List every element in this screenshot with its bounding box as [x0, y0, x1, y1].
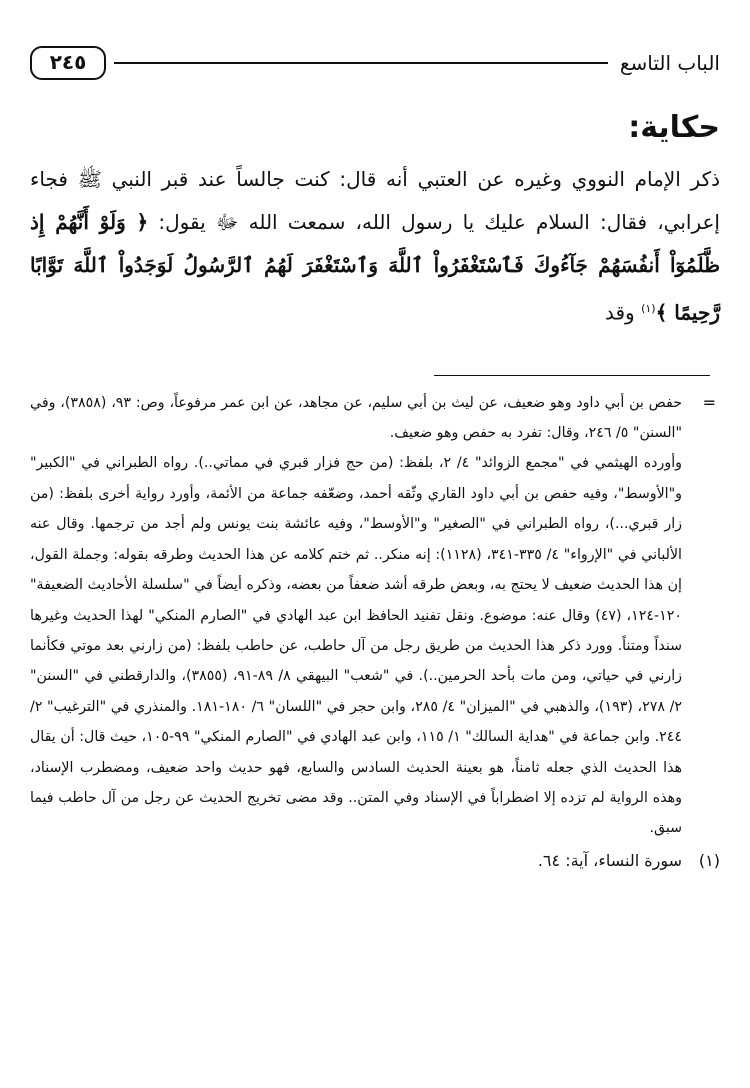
- footnote-paragraph: حفص بن أبي داود وهو ضعيف، عن ليث بن أبي سليم، عن مجاهد، عن ابن عمر مرفوعاً، وص: ٩٣، (٣٨٥٨)، وفي "السنن" ٥/ ٢٤٦، وقال: تفرد به حفص وهو ضعيف.: [30, 394, 682, 442]
- footnote-1: [30, 846, 720, 876]
- body-trailing: وقد: [605, 300, 642, 325]
- footnote-paragraph: وأورده الهيثمي في "مجمع الزوائد" ٤/ ٢، بلفظ: (من حج فزار قبري في مماتي..). رواه الطبراني في "الكبير" و"الأوسط"، وفيه حفص بن أبي داود القاري وثّقه أحمد، وضعّفه جماعة من الأئمة، وأورد رواية أخرى بلفظ: (من زار قبري...)، رواه الطبراني في "الصغير" و"الأوسط"، وفيه عائشة بنت يونس ولم أجد من ترجمها. وقال عنه الألباني في "الإرواء" ٤/ ٣٣٥-٣٤١، (١١٢٨): إنه منكر.. ثم ختم كلامه عن هذا الحديث وطرقه بقوله: وجملة القول، إن هذا الحديث ضعيف لا يحتج به، وبعض طرقه أشد ضعفاً من بعضه، وذكره أيضاً في "سلسلة الأحاديث الضعيفة" ١٢٠-١٢٤، (٤٧) وقال عنه: موضوع. ونقل تفنيد الحافظ ابن عبد الهادي في "الصارم المنكي" لهذا الحديث وغيرها سنداً ومتناً. وورد ذكر هذا الحديث من طريق رجل من آل حاطب، عن حاطب بلفظ: (من زارني بعد موتي فكأنما زارني في حياتي، ومن مات بأحد الحرمين..). في "شعب" البيهقي ٨/ ٨٩-٩١، (٣٨٥٥)، والدارقطني في "السنن" ٢/ ٢٧٨، (١٩٣)، والذهبي في "الميزان" ٤/ ٢٨٥، وابن حجر في "اللسان" ٦/ ١٨٠-١٨١. والمنذري في "الترغيب" ٢/ ٢٤٤. وابن جماعة في "هداية السالك" ١/ ١١٥، وابن عبد الهادي في "الصارم المنكي" ٩٩-١٠٥، حيث قال: أن يقال هذا الحديث الذي جعله ثامناً، هو بعينة الحديث السادس والسابع، فهو حديث واحد ضعيف، ومضطرب الإسناد، وهذه الرواية لم تزده إلا اضطراباً في الإسناد وفي المتن.. وقد مضى تخريج الحديث عن رجل من آل حاطب فيما سبق.: [30, 455, 683, 837]
- footnote-ref[interactable]: (١): [641, 302, 656, 315]
- page-header: [30, 40, 720, 86]
- footnotes-section: [30, 388, 720, 876]
- page-number: ٢٤٥: [30, 46, 106, 80]
- chapter-title: الباب التاسع: [619, 51, 720, 75]
- footnote-divider: [434, 375, 710, 376]
- book-page: [30, 40, 720, 1070]
- footnote-1-text: سورة النساء، آية: ٦٤.: [537, 850, 682, 870]
- footnote-1-number: (١): [698, 850, 720, 870]
- quran-verse: ﴿ وَلَوْ أَنَّهُمْ إِذ ظَّلَمُوٓاْ أَنفُسَهُمْ جَآءُوكَ فَٱسْتَغْفَرُواْ ٱللَّهَ وَٱسْتَغْفَرَ لَهُمُ ٱلرَّسُولُ لَوَجَدُواْ ٱللَّهَ تَوَّابًا رَّحِيمًا ﴾: [30, 210, 720, 325]
- section-heading: حكاية:: [628, 110, 720, 145]
- footnote-continuation-marker: =: [702, 392, 716, 412]
- main-paragraph: [30, 158, 720, 335]
- header-rule: [114, 62, 608, 64]
- body-intro: ذكر الإمام النووي وغيره عن العتبي أنه قال: كنت جالساً عند قبر النبي ﷺ فجاء إعرابي، فقال: السلام عليك يا رسول الله، سمعت الله ﷻ يقول:: [30, 167, 720, 234]
